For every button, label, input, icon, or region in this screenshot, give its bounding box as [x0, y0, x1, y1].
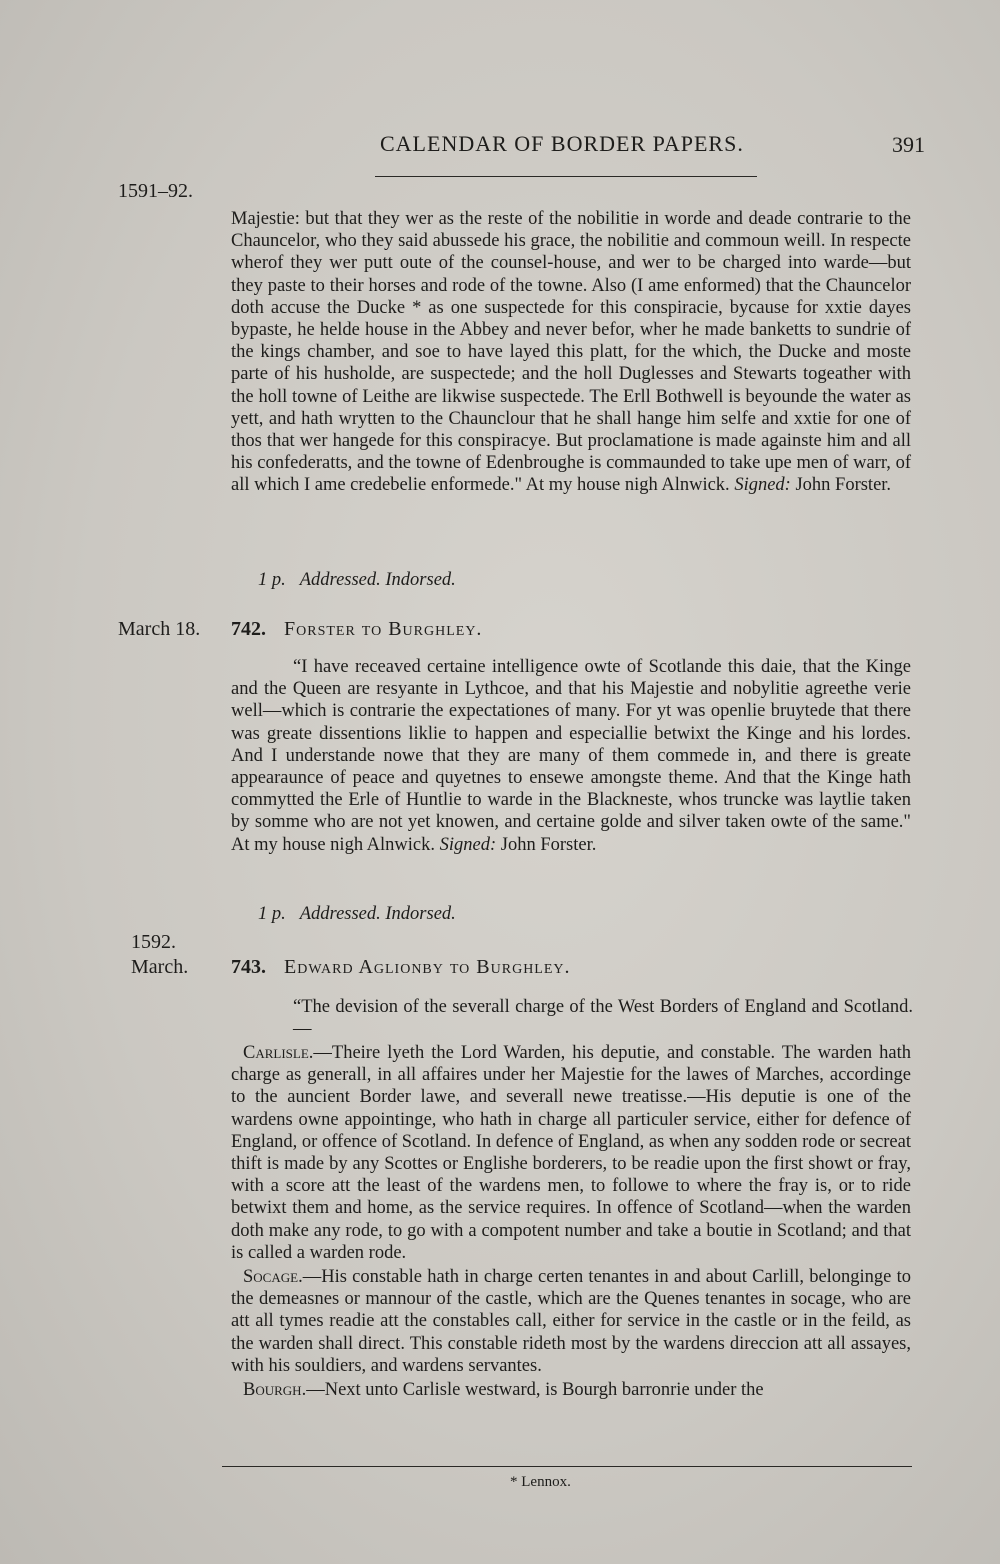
entry-743-title: Edward Aglionby to Burghley.	[284, 956, 571, 978]
margin-date-743: March.	[131, 956, 189, 978]
continuation-meta	[258, 570, 456, 591]
margin-year-1591-92: 1591–92.	[118, 180, 193, 202]
entry-742-meta	[258, 904, 456, 925]
entry-743-intro: “The devision of the severall charge of the West Borders of England and Scotland.—	[293, 997, 913, 1040]
continuation-notes: Addressed. Indorsed.	[299, 570, 456, 590]
entry-742-notes: Addressed. Indorsed.	[299, 904, 456, 924]
socage-heading: Socage.	[243, 1267, 303, 1288]
header-rule	[375, 176, 757, 177]
continuation-letter	[231, 208, 911, 497]
bourgh-heading: Bourgh.	[243, 1380, 307, 1401]
entry-742-paragraph: “I have receaved certaine intelligence owte of Scotlande this daie, that the Kinge and the Queen are resyante in Lythcoe, and that his Majestie and nobylitie agreethe verie well—which is contrarie the expectationes of many. For yt was openlie bruytede that there was greate dissentions liklie to happen and especiallie betwixt the Kinge and his lordes. And I understande nowe that they are many of them commede in, and there is greate appearaunce of peace and quyetnes to ensewe amongste theme. And that the Kinge hath commytted the Erle of Huntlie to warde in the Blackneste, whos truncke was laytlie taken by somme who are not yet knowen, and certaine golde and silver taken owte of the same." At my house nigh Alnwick.	[231, 657, 911, 855]
carlisle-heading: Carlisle.	[243, 1043, 314, 1063]
continuation-signed-name: John Forster.	[795, 475, 892, 496]
footnote: * Lennox.	[510, 1474, 571, 1490]
entry-742-number: 742.	[231, 618, 266, 640]
entry-743-number: 743.	[231, 956, 266, 978]
entry-742-signed-name: John Forster.	[500, 834, 597, 855]
entry-742-signed-label: Signed:	[439, 834, 497, 855]
margin-date-742: March 18.	[118, 618, 201, 640]
entry-742-pages: 1 p.	[258, 904, 286, 924]
bourgh-text: —Next unto Carlisle westward, is Bourgh barronrie under the	[306, 1380, 764, 1401]
page-number: 391	[892, 132, 925, 157]
footnote-rule	[222, 1466, 912, 1467]
entry-743-heading	[231, 956, 571, 979]
entry-742-letter	[231, 656, 911, 856]
running-header-title: CALENDAR OF BORDER PAPERS.	[380, 131, 744, 156]
continuation-pages: 1 p.	[258, 570, 286, 590]
continuation-signed-label: Signed:	[734, 475, 791, 496]
entry-742-heading	[231, 618, 482, 641]
socage-text: —His constable hath in charge certen tenantes in and about Carlill, belonginge to the demeasnes or mannour of the castle, which are the Quenes tenantes in socage, who are att all tymes readie att the constables call, either for service in the castle or in the feild, as the warden shall direct. This constable rideth most by the wardens direccion att all assayes, with his souldiers, and wardens servantes.	[231, 1267, 911, 1376]
carlisle-text: —Theire lyeth the Lord Warden, his deputie, and constable. The warden hath charge as generall, in all affaires under her Majestie for the lawes of Marches, accordinge to the auncient Border lawe, and severall newe treatisse.—His deputie is one of the wardens owne appointinge, who hath in charge all particuler service, either for defence of England, or offence of Scotland. In defence of England, as when any sodden rode or secreat thift is made by any Scottes or Englishe borderers, to be readie upon the first showt or fray, with a score att the least of the wardens men, to followe to where the fray is, or to ride betwixt them and home, as the service requires. In offence of Scotland—when the warden doth make any rode, to go with a compotent number and take a boutie in Scotland; and that is called a warden rode.	[231, 1043, 911, 1263]
continuation-paragraph: Majestie: but that they wer as the reste of the nobilitie in worde and deade contrarie to the Chauncelor, who they said abussede his grace, the nobilitie and commoun weill. In respecte wherof they wer putt oute of the counsel-house, and wer to be charged into warde—but they paste to their horses and rode of the towne. Also (I ame enformed) that the Chauncelor doth accuse the Ducke * as one suspectede for this conspiracie, bycause for xxtie dayes bypaste, he helde house in the Abbey and never befor, wher he made banketts to sundrie of the kings chamber, and soe to have layed this platt, for the which, the Ducke and moste parte of his husholde, are suspectede; and the holl Duglesses and Stewarts togeather with the holl towne of Leithe are likwise suspectede. The Erll Bothwell is beyounde the water as yett, and hath wrytten to the Chaunclour that he shall hange him selfe and xxtie for one of thos that wer hangede for this conspiracye. But proclamatione is made againste him and all his confederatts, and the towne of Edenbroughe is commaunded to take upe men of warr, of all which I ame credebelie enformede." At my house nigh Alnwick.	[231, 209, 911, 496]
entry-742-title: Forster to Burghley.	[284, 618, 483, 640]
margin-year-1592: 1592.	[131, 931, 176, 953]
entry-743-body	[231, 1042, 911, 1401]
